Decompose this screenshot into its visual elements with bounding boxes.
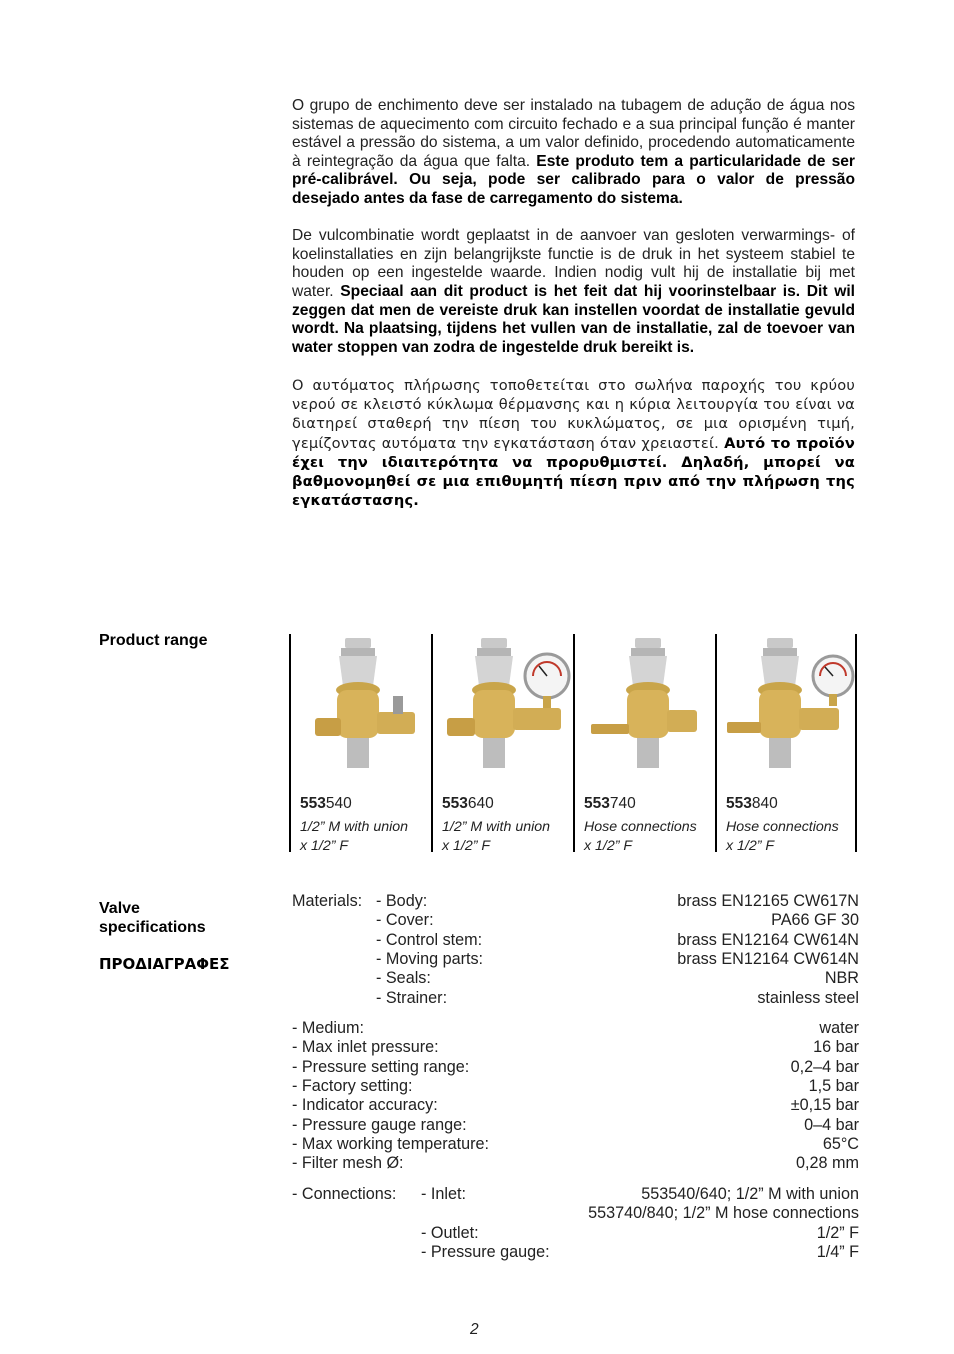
code-rest: 740 [609,795,636,812]
spec-label: - Filter mesh Ø: [292,1154,404,1173]
code-rest: 540 [325,795,352,812]
product-553740 [573,634,715,852]
spec-value: 553740/840; 1/2” M hose connections [588,1204,859,1223]
spec-label: - Strainer: [376,988,448,1007]
materials-label: Materials: [292,892,363,910]
product-description [300,818,408,855]
spec-label: - Pressure setting range: [292,1057,470,1076]
product-code [726,795,778,813]
spec-value: 1/4” F [816,1242,859,1261]
spec-label: - Factory setting: [292,1076,413,1095]
spec-value: 0,28 mm [796,1154,859,1173]
product-range [289,634,859,852]
valve-spec-heading-2: specifications [99,919,206,936]
product-code [584,795,636,813]
desc-line2: x 1/2” F [442,837,491,854]
intro-nl-bold: Speciaal aan dit product is het feit dat hij voorinstelbaar is. Dit wil zeggen dat men de vereiste druk kan instellen voordat de installatie gevuld wordt. Na plaatsing, tijdens het vullen van de installatie, zal de toevoer van water stoppen van zodra de ingestelde druk bereikt is. [292,282,855,356]
spec-value: stainless steel [757,988,859,1007]
code-bold: 553 [442,795,468,812]
desc-line2: x 1/2” F [726,837,775,854]
spec-value: NBR [824,969,859,988]
spec-label: - Max working temperature: [292,1134,490,1153]
valve-image [301,636,429,776]
spec-label: - Indicator accuracy: [292,1096,438,1115]
intro-text [292,97,855,529]
product-description [726,818,839,855]
code-bold: 553 [726,795,752,812]
intro-portuguese [292,97,855,209]
desc-line1: 1/2” M with union [300,819,409,835]
valve-spec-heading-1: Valve [99,900,140,917]
spec-value: 553540/640; 1/2” M with union [641,1185,859,1203]
spec-label: - Seals: [376,969,431,988]
product-description [442,818,550,855]
product-553840 [715,634,857,852]
product-553540 [289,634,431,852]
code-rest: 840 [751,795,778,812]
spec-value: 0,2–4 bar [790,1057,859,1076]
desc-line1: Hose connections [584,819,697,835]
spec-value: ±0,15 bar [790,1096,859,1115]
code-rest: 640 [467,795,494,812]
spec-label: - Outlet: [421,1223,479,1242]
intro-el-bold: Αυτό το προϊόν έχει την ιδιαιτερότητα να προρυθμιστεί. Δηλαδή, μπορεί να βαθμονομηθεί σε μια επιθυμητή πίεση πριν από την πλήρωση της εγκατάστασης. [292,434,855,510]
intro-pt-text: O grupo de enchimento deve ser instalado na tubagem de adução de água nos sistemas de aquecimento com circuito fechado e a sua principal função é manter estável a pressão do sistema, a um valor definido, procedendo automaticamente à reintegração da água que falta. [292,97,855,170]
spec-value: brass EN12164 CW614N [677,949,859,968]
intro-pt-bold: Este produto tem a particularidade de ser pré-calibrável. Ou seja, pode ser calibrado para o valor de pressão desejado antes da fase de carregamento do sistema. [292,152,855,207]
product-range-heading: Product range [99,632,208,649]
spec-label: - Cover: [376,911,434,930]
valve-image [585,636,713,776]
intro-dutch [292,227,855,357]
spec-label: - Pressure gauge range: [292,1115,467,1134]
desc-line1: 1/2” M with union [442,819,551,835]
product-code [300,795,352,813]
intro-greek [292,376,855,510]
spec-value: brass EN12165 CW617N [677,892,859,910]
product-code [442,795,494,813]
product-553640 [431,634,573,852]
valve-spec-heading-greek: ΠΡΟΔΙΑΓΡΑΦΕΣ [99,955,230,973]
spec-label: - Pressure gauge: [421,1242,550,1261]
spec-value: PA66 GF 30 [771,911,859,930]
spec-value: 16 bar [813,1038,859,1057]
desc-line1: Hose connections [726,819,839,835]
spec-label: - Medium: [292,1019,364,1037]
spec-label: - Moving parts: [376,949,484,968]
code-bold: 553 [300,795,326,812]
spec-label: - Body: [376,892,428,910]
code-bold: 553 [584,795,610,812]
desc-line2: x 1/2” F [584,837,633,854]
intro-el-text: Ο αυτόματος πλήρωσης τοποθετείται στο σωλήνα παροχής του κρύου νερού σε κλειστό κύκλωμα θέρμανσης και η κύρια λειτουργία του είναι να διατηρεί σταθερή την πίεση του κυκλώματος, σε μια ορισμένη τιμή, γεμίζοντας αυτόματα την εγκατάσταση όταν χρειαστεί. [292,376,855,452]
spec-value: water [819,1019,859,1037]
connections-label: - Connections: [292,1185,397,1203]
spec-label: - Inlet: [421,1185,466,1203]
spec-label: - Max inlet pressure: [292,1038,439,1057]
page-number: 2 [470,1321,479,1338]
spec-value: 0–4 bar [804,1115,859,1134]
desc-line2: x 1/2” F [300,837,349,854]
spec-value: 1,5 bar [808,1076,859,1095]
valve-with-gauge-image [727,636,855,776]
spec-label: - Control stem: [376,930,483,949]
spec-value: 1/2” F [816,1223,859,1242]
product-range-right-border [855,634,857,852]
spec-value: 65°C [822,1134,859,1153]
spec-value: brass EN12164 CW614N [677,930,859,949]
valve-with-gauge-image [443,636,571,776]
intro-nl-text: De vulcombinatie wordt geplaatst in de aanvoer van gesloten verwarmings- of koelinstallaties en zijn belangrijkste functie is de druk in het systeem stabiel te houden op een ingestelde waarde. Indien nodig vult hij de installatie bij met water. [292,227,855,300]
product-description [584,818,697,855]
